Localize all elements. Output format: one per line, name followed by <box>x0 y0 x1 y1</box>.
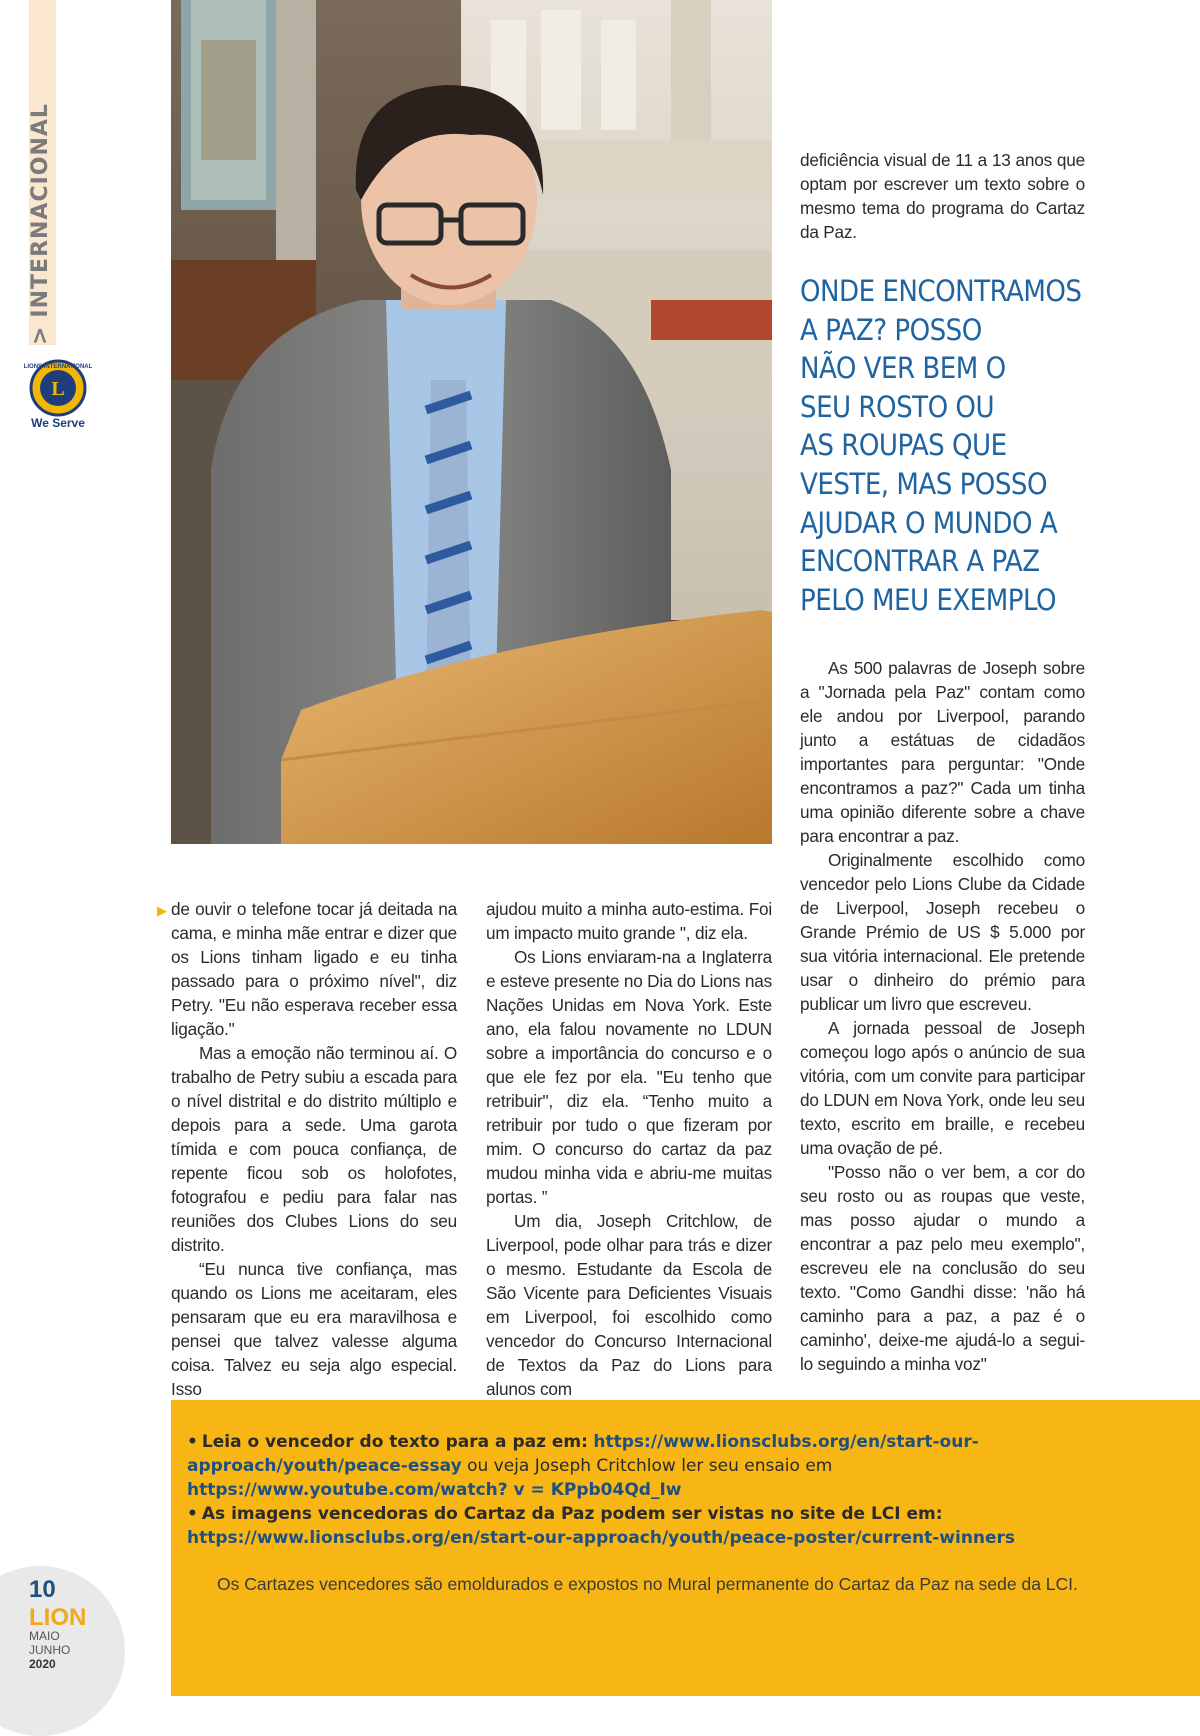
pull-quote-line: AJUDAR O MUNDO A <box>800 505 1058 540</box>
photo-joseph-critchlow <box>171 0 772 844</box>
pull-quote-line: NÃO VER BEM O <box>800 351 1006 386</box>
paragraph: ajudou muito a minha auto-estima. Foi um impacto muito grande ", diz ela. <box>486 899 772 943</box>
continuation-arrow-icon: ▶ <box>157 903 167 918</box>
article-column-left <box>171 897 457 1401</box>
page-number: 10 <box>29 1576 56 1603</box>
section-label-text: INTERNACIONAL <box>28 103 53 318</box>
paragraph: “Eu nunca tive confiança, mas quando os Lions me aceitaram, eles pensaram que eu era maravilhosa e pensei que talvez valesse alguma coisa. Talvez eu seja algo especial. Isso <box>171 1259 457 1399</box>
pull-quote <box>800 272 1100 619</box>
lions-emblem-icon <box>23 358 93 418</box>
posters-link[interactable]: https://www.lionsclubs.org/en/start-our-approach/youth/peace-poster/current-winners <box>187 1528 1016 1548</box>
pull-quote-line: ENCONTRAR A PAZ <box>800 544 1040 579</box>
paragraph: A jornada pessoal de Joseph começou logo após o anúncio de sua vitória, com um convite para participar do LDUN em Nova York, onde leu seu texto, escrito em braille, e recebeu uma ovação de pé. <box>800 1018 1085 1158</box>
logo-ring-text: LIONS INTERNATIONAL <box>23 364 93 370</box>
pull-quote-line: SEU ROSTO OU <box>800 389 995 424</box>
lions-logo <box>23 358 93 430</box>
pull-quote-line: PELO MEU EXEMPLO <box>800 582 1057 617</box>
paragraph: Um dia, Joseph Critchlow, de Liverpool, pode olhar para trás e dizer o mesmo. Estudante da Escola de São Vicente para Deficientes Visuais em Liverpool, foi escolhido como vencedor do Concurso Internacional de Textos da Paz do Lions para alunos com <box>486 1211 772 1399</box>
bullet: • <box>187 1432 198 1452</box>
chevron-right-icon: > <box>28 325 53 345</box>
paragraph: Os Lions enviaram-na a Inglaterra e esteve presente no Dia do Lions nas Nações Unidas em Nova York. Este ano, ela falou novamente no LDUN sobre a importância do concurso e o que ele fez por ela. "Eu tenho que retribuir", diz ela. “Tenho muito a retribuir por tudo o que fizeram por mim. O concurso do cartaz da paz mudou minha vida e abriu-me muitas portas. ” <box>486 947 772 1207</box>
youtube-link[interactable]: https://www.youtube.com/watch? v = KPpb04Qd_Iw <box>187 1480 682 1500</box>
article-column-middle <box>486 897 772 1401</box>
paragraph: Originalmente escolhido como vencedor pelo Lions Clube da Cidade de Liverpool, Joseph recebeu o Grande Prémio de US $ 5.000 por sua vitória internacional. Ele pretende usar o dinheiro do prémio para publicar um livro que escreveu. <box>800 850 1085 1014</box>
paragraph: As 500 palavras de Joseph sobre a "Jornada pela Paz" contam como ele andou por Liverpool, parando junto a estátuas de cidadãos importantes para perguntar: "Onde encontramos a paz?" Cada um tinha uma opinião diferente sobre a chave para encontrar a paz. <box>800 658 1085 846</box>
magazine-name: LION <box>29 1604 87 1631</box>
paragraph: deficiência visual de 11 a 13 anos que optam por escrever um texto sobre o mesmo tema do programa do Cartaz da Paz. <box>800 150 1085 242</box>
section-label <box>28 103 54 345</box>
paragraph: "Posso não o ver bem, a cor do seu rosto ou as roupas que veste, mas posso ajudar o mundo a encontrar a paz pelo meu exemplo", escreveu ele na conclusão do seu texto. "Como Gandhi disse: 'não há caminho para a paz, a paz é o caminho', deixe-me ajudá-lo a segui-lo seguindo a minha voz" <box>800 1162 1085 1374</box>
article-column-right-top <box>800 148 1085 244</box>
issue-year: 2020 <box>29 1657 56 1671</box>
paragraph: Mas a emoção não terminou aí. O trabalho de Petry subiu a escada para o nível distrital e do distrito múltiplo e depois para a sede. Uma garota tímida e com pouca confiança, de repente ficou sob os holofotes, fotografou e pediu para falar nas reuniões dos Clubes Lions do seu distrito. <box>171 1043 457 1255</box>
bullet: • <box>187 1504 198 1524</box>
logo-tagline: We Serve <box>31 416 85 430</box>
pull-quote-line: ONDE ENCONTRAMOS <box>800 274 1082 308</box>
essay-link[interactable]: https://www.lionsclubs.org/en/start-our-approach/youth/peace-essay <box>187 1432 979 1476</box>
info-item-posters <box>187 1502 1107 1550</box>
pull-quote-line: AS ROUPAS QUE <box>800 428 1007 463</box>
info-middle: ou veja Joseph Critchlow ler seu ensaio em <box>467 1456 833 1476</box>
info-box <box>171 1400 1200 1696</box>
info-note: Os Cartazes vencedores são emoldurados e expostos no Mural permanente do Cartaz da Paz na sede da LCI. <box>217 1574 1078 1594</box>
issue-months: MAIO JUNHO <box>29 1629 71 1657</box>
logo-letter: L <box>51 378 65 400</box>
info-lead: As imagens vencedoras do Cartaz da Paz podem ser vistas no site de LCI em: <box>201 1504 943 1524</box>
pull-quote-line: VESTE, MAS POSSO <box>800 466 1048 501</box>
paragraph: de ouvir o telefone tocar já deitada na cama, e minha mãe entrar e dizer que os Lions tinham ligado e eu tinha passado para o próximo nível", diz Petry. "Eu não esperava receber essa ligação." <box>171 899 457 1039</box>
info-item-essay <box>187 1430 1107 1502</box>
pull-quote-line: A PAZ? POSSO <box>800 312 982 347</box>
article-column-right-bottom <box>800 656 1085 1376</box>
info-lead: Leia o vencedor do texto para a paz em: <box>201 1432 588 1452</box>
